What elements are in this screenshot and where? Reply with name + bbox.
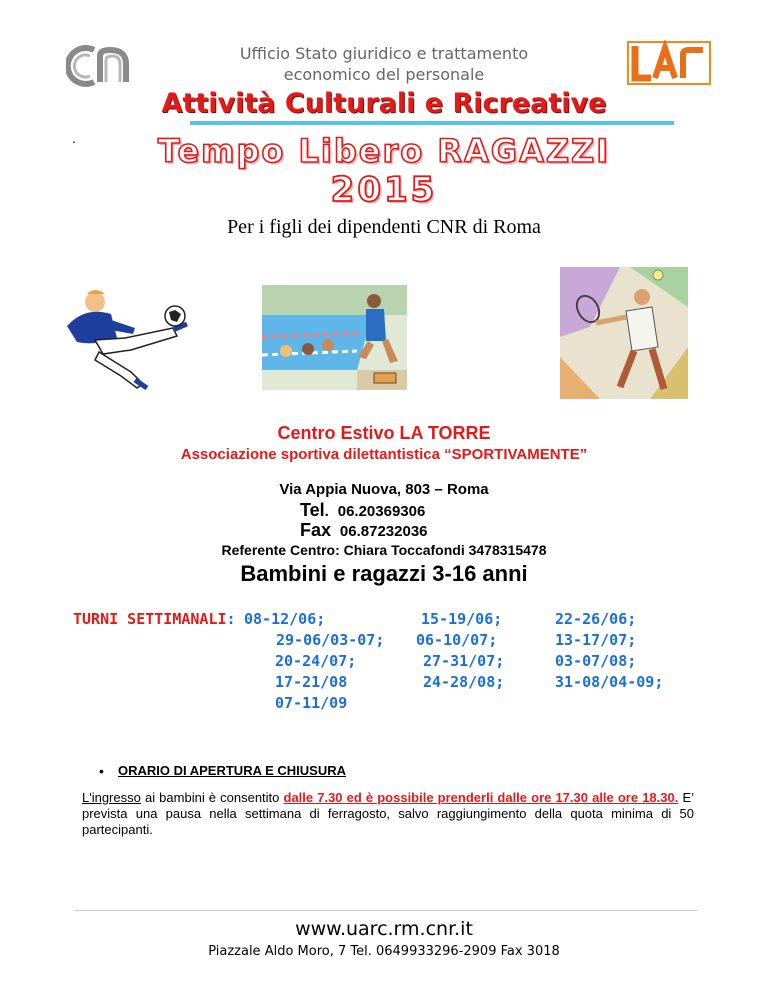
- stray-dot: .: [72, 130, 76, 146]
- shift-item: 31-08/04-09;: [555, 673, 664, 691]
- uarc-logo: [627, 40, 711, 86]
- shift-item: 20-24/07;: [275, 652, 357, 670]
- fax-label: Fax: [300, 520, 332, 540]
- event-title: Tempo Libero RAGAZZI: [157, 132, 611, 170]
- orario-paragraph: L'ingresso ai bambini è consentito dalle 7.30 ed è possibile prenderli dalle ore 17.30 alle ore 18.30. E’ prevista una pausa nella settimana di ferragosto, salvo raggiungimento della quota minima di 50 partecipanti.: [82, 790, 695, 837]
- shift-item: 22-26/06;: [555, 610, 637, 628]
- shift-item: 29-06/03-07;: [276, 631, 385, 649]
- orario-heading: ORARIO DI APERTURA E CHIUSURA: [118, 763, 346, 778]
- shift-item: 24-28/08;: [423, 673, 505, 691]
- fax: [300, 520, 428, 541]
- tennis-player-clipart: [560, 267, 688, 399]
- tel-separator: .: [324, 503, 329, 520]
- fax-number: 06.87232036: [339, 523, 428, 540]
- telephone: [300, 500, 425, 521]
- shift-item: 03-07/08;: [555, 652, 637, 670]
- swimming-pool-clipart: [262, 285, 407, 390]
- office-line-1: Ufficio Stato giuridico e trattamento: [239, 44, 529, 63]
- header-divider: [190, 121, 674, 125]
- age-range: Bambini e ragazzi 3-16 anni: [240, 561, 528, 586]
- shift-item: 13-17/07;: [555, 631, 637, 649]
- tel-label: Tel: [300, 500, 325, 520]
- bullet-icon: •: [99, 763, 104, 779]
- website-link[interactable]: www.uarc.rm.cnr.it: [295, 918, 473, 940]
- centro-name: Centro Estivo LA TORRE: [277, 423, 491, 443]
- footer-contacts: Piazzale Aldo Moro, 7 Tel. 0649933296-2909 Fax 3018: [208, 944, 560, 959]
- event-year: 2015: [330, 170, 438, 210]
- shift-item: 15-19/06;: [421, 610, 503, 628]
- footer-divider: [74, 910, 698, 911]
- association-name: Associazione sportiva dilettantistica “SPORTIVAMENTE”: [180, 446, 588, 463]
- shift-item: 17-21/08: [275, 673, 348, 691]
- banner-title: Attività Culturali e Ricreative: [161, 88, 607, 119]
- address: Via Appia Nuova, 803 – Roma: [279, 481, 489, 498]
- referente: Referente Centro: Chiara Toccafondi 3478315478: [221, 542, 547, 558]
- tel-number: 06.20369306: [337, 503, 426, 520]
- office-line-2: economico del personale: [283, 65, 485, 84]
- shift-item: 27-31/07;: [423, 652, 505, 670]
- shift-item: 06-10/07;: [416, 631, 498, 649]
- subtitle: Per i figli dei dipendenti CNR di Roma: [227, 216, 541, 238]
- shift-item: 07-11/09: [275, 694, 348, 712]
- soccer-player-clipart: [55, 280, 195, 390]
- turni-label: TURNI SETTIMANALI:: [73, 610, 236, 628]
- shift-item: 08-12/06;: [244, 610, 326, 628]
